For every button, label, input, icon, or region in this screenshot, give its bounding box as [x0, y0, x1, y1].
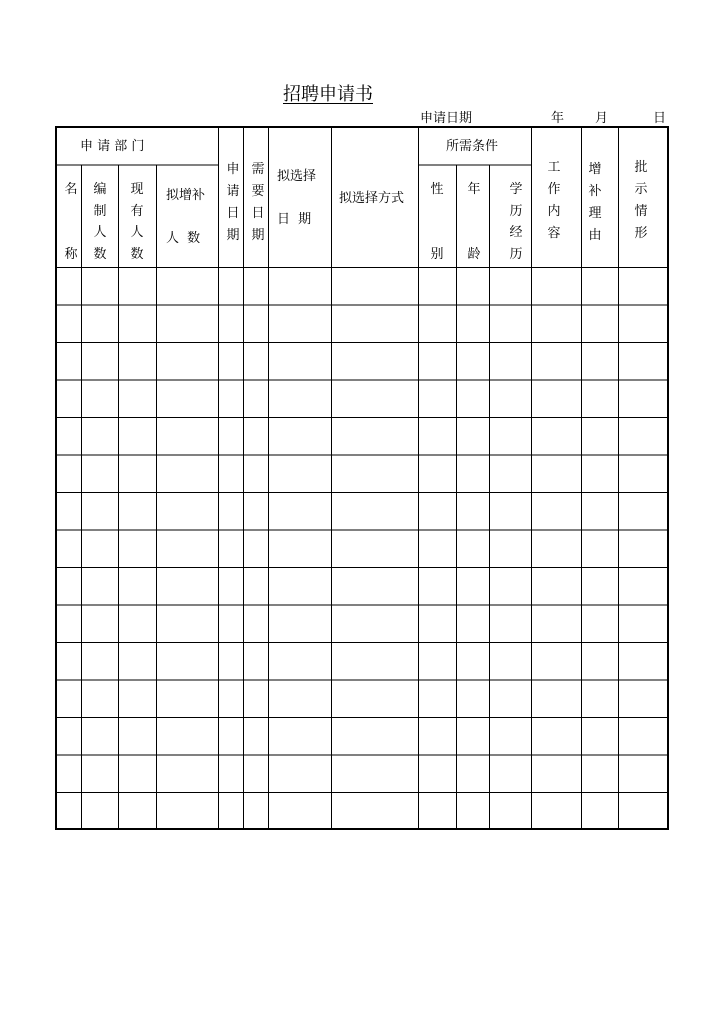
table-row[interactable]	[55, 680, 669, 718]
table-row[interactable]	[55, 530, 669, 568]
header-department-group: 申 请 部 门	[80, 139, 145, 154]
table-row[interactable]	[55, 492, 669, 530]
application-date-label: 申请日期	[420, 111, 473, 126]
table-row[interactable]	[55, 755, 669, 793]
year-label: 年	[551, 111, 565, 126]
table-row[interactable]	[55, 417, 669, 455]
table-grid	[55, 126, 669, 830]
table-row[interactable]	[55, 342, 669, 380]
header-selection-method: 拟选择方式	[339, 191, 405, 206]
header-planned-selection-date: 拟选择	[277, 169, 317, 184]
table-row[interactable]	[55, 380, 669, 418]
form-title: 招聘申请书	[283, 84, 373, 105]
header-planned-selection-date-2: 日 期	[277, 212, 314, 227]
table-row[interactable]	[55, 567, 669, 605]
recruitment-form-table: 申 请 部 门 名 称 编 制 人 数 现 有 人 数 拟增补 人 数 申 请 日 期 需 要 日 期 拟选择 日 期 拟选择方式 所需条件 性 别 年 龄 学 历 经 历 工 作 内 容 增 补 理 由 批 示 情 形	[55, 126, 669, 830]
table-row[interactable]	[55, 642, 669, 680]
month-label: 月	[595, 111, 609, 126]
table-row[interactable]	[55, 605, 669, 643]
table-row[interactable]	[55, 792, 669, 830]
table-row[interactable]	[55, 267, 669, 305]
table-row[interactable]	[55, 455, 669, 493]
header-planned-additions-count: 人 数	[166, 231, 203, 246]
table-row[interactable]	[55, 305, 669, 343]
table-row[interactable]	[55, 717, 669, 755]
application-date-line	[0, 107, 725, 125]
header-planned-additions: 拟增补	[166, 188, 206, 203]
day-label: 日	[653, 111, 667, 126]
header-requirements-group: 所需条件	[446, 139, 499, 154]
